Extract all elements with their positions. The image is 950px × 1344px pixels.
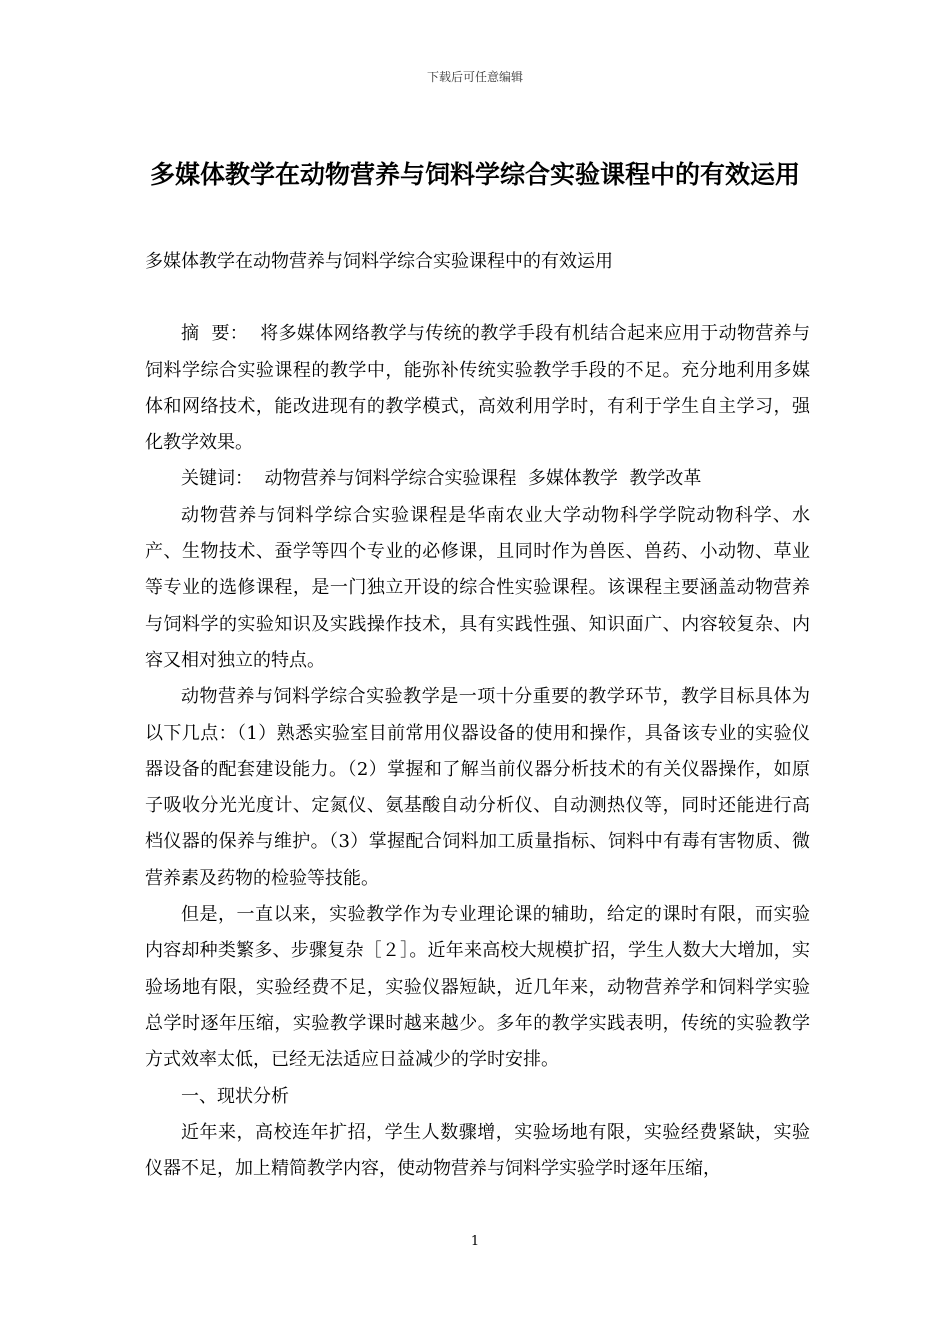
body-paragraph: 动物营养与饲料学综合实验课程是华南农业大学动物科学学院动物科学、水产、生物技术、蚕学等四个专业的必修课，且同时作为兽医、兽药、小动物、草业等专业的选修课程，是一门独立开设的综合性实验课程。该课程主要涵盖动物营养与饲料学的实验知识及实践操作技术，具有实践性强、知识面广、内容较复杂、内容又相对独立的特点。 (145, 504, 810, 671)
keywords-text: 动物营养与饲料学综合实验课程 多媒体教学 教学改革 (264, 468, 702, 490)
keywords-label: 关键词： (181, 468, 253, 490)
body-paragraph: 近年来，高校连年扩招，学生人数骤增，实验场地有限，实验经费紧缺，实验仪器不足，加上精简教学内容，使动物营养与饲料学实验学时逐年压缩， (145, 1121, 810, 1180)
document-title: 多媒体教学在动物营养与饲料学综合实验课程中的有效运用 (149, 160, 800, 189)
header-note: 下载后可任意编辑 (426, 70, 523, 84)
page-number: 1 (470, 1234, 480, 1249)
keywords-paragraph (145, 461, 810, 497)
document-body (145, 244, 810, 1187)
section-heading: 一、现状分析 (181, 1085, 289, 1107)
abstract-text: 将多媒体网络教学与传统的教学手段有机结合起来应用于动物营养与饲料学综合实验课程的教学中，能弥补传统实验教学手段的不足。充分地利用多媒体和网络技术，能改进现有的教学模式，高效利用学时，有利于学生自主学习，强化教学效果。 (145, 323, 810, 454)
document-subtitle: 多媒体教学在动物营养与饲料学综合实验课程中的有效运用 (145, 251, 613, 272)
body-paragraph: 但是，一直以来，实验教学作为专业理论课的辅助，给定的课时有限，而实验内容却种类繁多、步骤复杂［２］。近年来高校大规模扩招，学生人数大大增加，实验场地有限，实验经费不足，实验仪器短缺，近几年来，动物营养学和饲料学实验总学时逐年压缩，实验教学课时越来越少。多年的教学实践表明，传统的实验教学方式效率太低，已经无法适应日益减少的学时安排。 (145, 904, 810, 1071)
body-paragraph: 动物营养与饲料学综合实验教学是一项十分重要的教学环节，教学目标具体为以下几点：（1）熟悉实验室目前常用仪器设备的使用和操作，具备该专业的实验仪器设备的配套建设能力。（2）掌握和了解当前仪器分析技术的有关仪器操作，如原子吸收分光光度计、定氮仪、氨基酸自动分析仪、自动测热仪等，同时还能进行高档仪器的保养与维护。（3）掌握配合饲料加工质量指标、饲料中有毒有害物质、微营养素及药物的检验等技能。 (145, 686, 810, 889)
abstract-paragraph (145, 316, 810, 461)
abstract-label: 摘 要： (181, 323, 249, 345)
blank-line (145, 280, 810, 316)
